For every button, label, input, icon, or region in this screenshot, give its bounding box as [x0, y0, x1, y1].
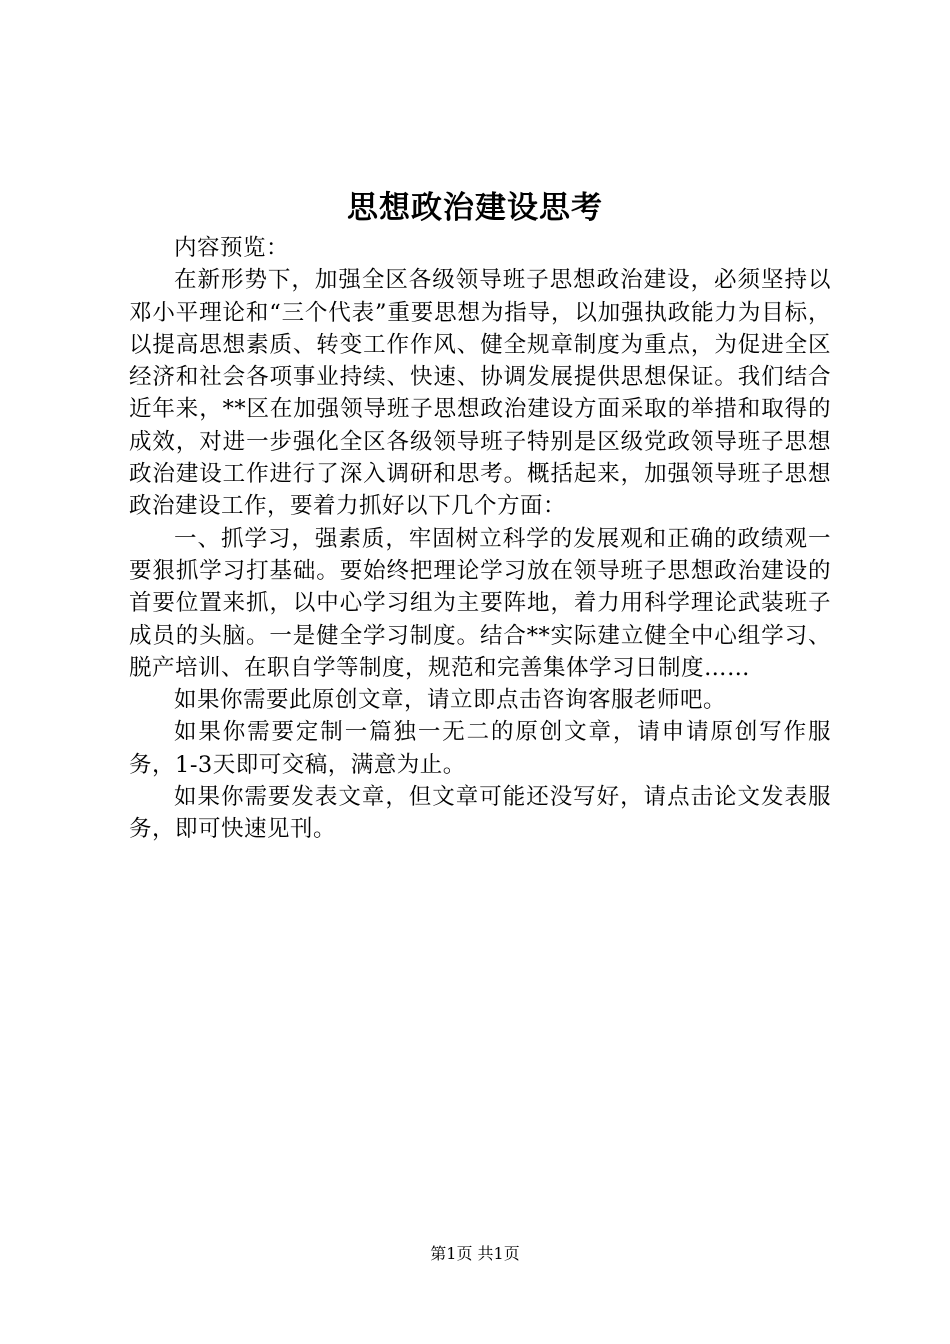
page-footer: 第1页 共1页 [430, 1244, 520, 1263]
preview-label: 内容预览： [174, 235, 290, 261]
paragraph-intro: 在新形势下，加强全区各级领导班子思想政治建设，必须坚持以邓小平理论和“三个代表”重要思想为指导，以加强执政能力为目标，以提高思想素质、转变工作作风、健全规章制度为重点，为促进全区经济和社会各项事业持续、快速、协调发展提供思想保证。我们结合近年来，**区在加强领导班子思想政治建设方面采取的举措和取得的成效，对进一步强化全区各级领导班子特别是区级党政领导班子思想政治建设工作进行了深入调研和思考。概括起来，加强领导班子思想政治建设工作，要着力抓好以下几个方面： [129, 267, 831, 520]
paragraph-consult-link[interactable]: 如果你需要此原创文章，请立即点击咨询客服老师吧。 [174, 687, 727, 714]
paragraph-section-one: 一、抓学习，强素质，牢固树立科学的发展观和正确的政绩观一要狠抓学习打基础。要始终把理论学习放在领导班子思想政治建设的首要位置来抓，以中心学习组为主要阵地，着力用科学理论武装班子成员的头脑。一是健全学习制度。结合**实际建立健全中心组学习、脱产培训、在职自学等制度，规范和完善集体学习日制度…… [129, 525, 831, 681]
document-body [129, 232, 831, 846]
paragraph-custom-writing-link[interactable]: 如果你需要定制一篇独一无二的原创文章，请申请原创写作服务，1-3天即可交稿，满意为止。 [129, 719, 831, 778]
document-title: 思想政治建设思考 [347, 190, 603, 226]
paragraph-publish-link[interactable]: 如果你需要发表文章，但文章可能还没写好，请点击论文发表服务，即可快速见刊。 [129, 784, 831, 843]
